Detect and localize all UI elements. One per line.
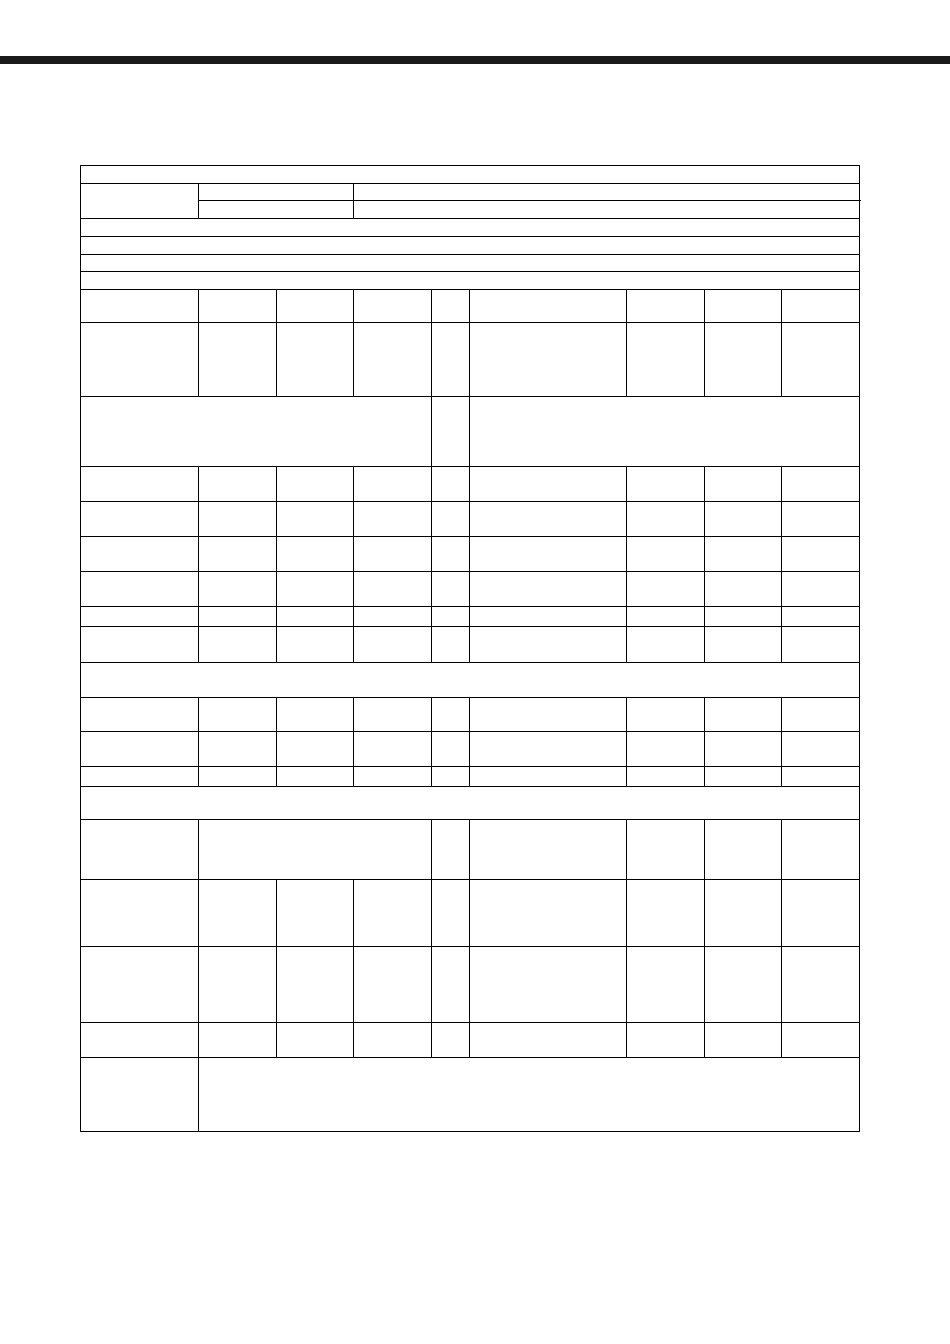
- column-divider: [198, 819, 199, 1057]
- column-divider: [431, 289, 432, 466]
- column-divider: [353, 697, 354, 786]
- column-divider: [198, 466, 199, 662]
- row-divider: [81, 271, 859, 272]
- column-divider: [431, 697, 432, 786]
- row-divider: [81, 218, 859, 219]
- column-divider: [626, 819, 627, 1057]
- row-divider: [81, 662, 859, 663]
- column-divider: [781, 819, 782, 1057]
- row-divider: [81, 786, 859, 787]
- column-divider: [198, 1057, 199, 1132]
- row-divider: [198, 200, 861, 201]
- column-divider: [781, 466, 782, 662]
- column-divider: [198, 697, 199, 786]
- column-divider: [704, 697, 705, 786]
- column-divider: [626, 466, 627, 662]
- column-divider: [704, 289, 705, 396]
- column-divider: [276, 697, 277, 786]
- column-divider: [353, 466, 354, 662]
- column-divider: [626, 697, 627, 786]
- row-divider: [81, 236, 859, 237]
- column-divider: [469, 466, 470, 662]
- column-divider: [626, 289, 627, 396]
- column-divider: [198, 183, 199, 218]
- column-divider: [276, 879, 277, 1057]
- column-divider: [704, 819, 705, 1057]
- column-divider: [431, 819, 432, 1057]
- header-rule: [0, 56, 950, 64]
- form-table: [80, 165, 860, 1132]
- column-divider: [353, 289, 354, 396]
- column-divider: [781, 289, 782, 396]
- column-divider: [781, 697, 782, 786]
- column-divider: [276, 466, 277, 662]
- row-divider: [81, 254, 859, 255]
- column-divider: [469, 819, 470, 1057]
- column-divider: [704, 466, 705, 662]
- column-divider: [198, 289, 199, 396]
- column-divider: [353, 183, 354, 218]
- column-divider: [469, 697, 470, 786]
- column-divider: [353, 879, 354, 1057]
- row-divider: [81, 396, 859, 397]
- column-divider: [469, 289, 470, 466]
- column-divider: [431, 466, 432, 662]
- column-divider: [276, 289, 277, 396]
